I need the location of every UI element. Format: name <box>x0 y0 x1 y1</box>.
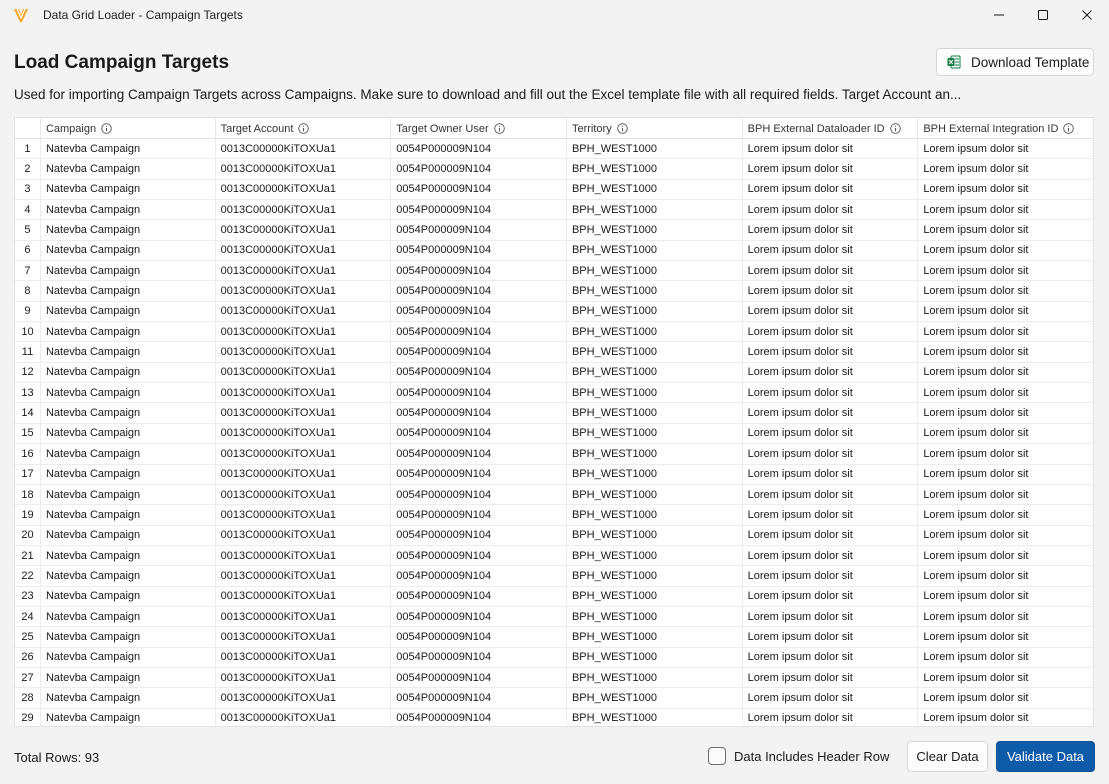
row-number-cell: 23 <box>15 587 41 606</box>
target-owner-user-cell[interactable]: 0054P000009N104 <box>391 403 567 422</box>
target-owner-user-cell[interactable]: 0054P000009N104 <box>391 526 567 545</box>
header-row-checkbox[interactable] <box>708 747 726 765</box>
target-account-cell[interactable]: 0013C00000KiTOXUa1 <box>216 180 392 199</box>
table-row[interactable] <box>15 587 1093 607</box>
table-row[interactable] <box>15 139 1093 159</box>
row-number-cell: 3 <box>15 180 41 199</box>
campaign-cell[interactable]: Natevba Campaign <box>41 281 216 300</box>
dataloader-id-cell[interactable]: Lorem ipsum dolor sit <box>743 607 919 626</box>
table-row[interactable] <box>15 383 1093 403</box>
row-number-cell: 22 <box>15 566 41 585</box>
table-row[interactable] <box>15 607 1093 627</box>
row-number-cell: 12 <box>15 363 41 382</box>
target-owner-user-cell[interactable]: 0054P000009N104 <box>391 505 567 524</box>
row-number-cell: 2 <box>15 159 41 178</box>
campaign-cell[interactable]: Natevba Campaign <box>41 220 216 239</box>
dataloader-id-cell[interactable]: Lorem ipsum dolor sit <box>743 220 919 239</box>
title-bar <box>0 0 1109 30</box>
veeva-logo-icon <box>13 7 29 23</box>
window-title: Data Grid Loader - Campaign Targets <box>43 8 243 22</box>
column-header-bph-external-integration-id[interactable] <box>918 118 1093 139</box>
validate-data-button[interactable]: Validate Data <box>996 741 1095 772</box>
territory-cell[interactable]: BPH_WEST1000 <box>567 383 743 402</box>
territory-cell[interactable]: BPH_WEST1000 <box>567 465 743 484</box>
campaign-cell[interactable]: Natevba Campaign <box>41 709 216 727</box>
integration-id-cell[interactable]: Lorem ipsum dolor sit <box>923 508 1029 521</box>
target-owner-user-cell[interactable]: 0054P000009N104 <box>391 139 567 158</box>
row-number-cell: 25 <box>15 627 41 646</box>
territory-cell[interactable]: BPH_WEST1000 <box>567 424 743 443</box>
row-number-cell: 20 <box>15 526 41 545</box>
target-account-cell[interactable]: 0013C00000KiTOXUa1 <box>216 424 392 443</box>
table-row[interactable] <box>15 505 1093 525</box>
row-number-cell: 14 <box>15 403 41 422</box>
column-header-campaign[interactable] <box>41 118 216 139</box>
target-account-cell[interactable]: 0013C00000KiTOXUa1 <box>216 200 392 219</box>
dataloader-id-cell[interactable]: Lorem ipsum dolor sit <box>743 465 919 484</box>
row-number-cell: 29 <box>15 709 41 727</box>
territory-cell[interactable]: BPH_WEST1000 <box>567 220 743 239</box>
campaign-cell[interactable]: Natevba Campaign <box>41 688 216 707</box>
dataloader-id-cell[interactable]: Lorem ipsum dolor sit <box>743 200 919 219</box>
integration-id-cell[interactable]: Lorem ipsum dolor sit <box>923 569 1029 582</box>
territory-cell[interactable]: BPH_WEST1000 <box>567 668 743 687</box>
target-owner-user-cell[interactable]: 0054P000009N104 <box>391 424 567 443</box>
target-owner-user-cell[interactable]: 0054P000009N104 <box>391 587 567 606</box>
territory-cell[interactable]: BPH_WEST1000 <box>567 566 743 585</box>
target-account-cell[interactable]: 0013C00000KiTOXUa1 <box>216 241 392 260</box>
campaign-cell[interactable]: Natevba Campaign <box>41 403 216 422</box>
row-number-cell: 5 <box>15 220 41 239</box>
dataloader-id-cell[interactable]: Lorem ipsum dolor sit <box>743 261 919 280</box>
target-account-cell[interactable]: 0013C00000KiTOXUa1 <box>216 159 392 178</box>
table-row[interactable] <box>15 688 1093 708</box>
info-icon[interactable] <box>617 123 628 134</box>
target-owner-user-cell[interactable]: 0054P000009N104 <box>391 566 567 585</box>
dataloader-id-cell[interactable]: Lorem ipsum dolor sit <box>743 241 919 260</box>
campaign-cell[interactable]: Natevba Campaign <box>41 546 216 565</box>
integration-id-cell[interactable]: Lorem ipsum dolor sit <box>923 671 1029 684</box>
total-rows-label: Total Rows: 93 <box>14 750 100 765</box>
dataloader-id-cell[interactable]: Lorem ipsum dolor sit <box>743 648 919 667</box>
dataloader-id-cell[interactable]: Lorem ipsum dolor sit <box>743 444 919 463</box>
campaign-cell[interactable]: Natevba Campaign <box>41 627 216 646</box>
column-header-label: BPH External Integration ID <box>923 122 1059 135</box>
target-owner-user-cell[interactable]: 0054P000009N104 <box>391 363 567 382</box>
territory-cell[interactable]: BPH_WEST1000 <box>567 546 743 565</box>
dataloader-id-cell[interactable]: Lorem ipsum dolor sit <box>743 159 919 178</box>
target-owner-user-cell[interactable]: 0054P000009N104 <box>391 220 567 239</box>
row-number-cell: 28 <box>15 688 41 707</box>
integration-id-cell[interactable]: Lorem ipsum dolor sit <box>923 264 1029 277</box>
integration-id-cell[interactable]: Lorem ipsum dolor sit <box>923 346 1029 359</box>
territory-cell[interactable]: BPH_WEST1000 <box>567 526 743 545</box>
target-account-cell[interactable]: 0013C00000KiTOXUa1 <box>216 281 392 300</box>
download-template-button[interactable] <box>936 48 1094 76</box>
target-owner-user-cell[interactable]: 0054P000009N104 <box>391 200 567 219</box>
campaign-cell[interactable]: Natevba Campaign <box>41 159 216 178</box>
target-account-cell[interactable]: 0013C00000KiTOXUa1 <box>216 139 392 158</box>
territory-cell[interactable]: BPH_WEST1000 <box>567 322 743 341</box>
row-number-cell: 1 <box>15 139 41 158</box>
integration-id-cell[interactable]: Lorem ipsum dolor sit <box>923 203 1029 216</box>
row-number-cell: 18 <box>15 485 41 504</box>
dataloader-id-cell[interactable]: Lorem ipsum dolor sit <box>743 281 919 300</box>
close-button[interactable] <box>1065 0 1109 30</box>
campaign-cell[interactable]: Natevba Campaign <box>41 587 216 606</box>
header-row-checkbox-label: Data Includes Header Row <box>734 748 890 764</box>
campaign-cell[interactable]: Natevba Campaign <box>41 485 216 504</box>
row-number-cell: 9 <box>15 302 41 321</box>
column-header-target-owner-user[interactable] <box>391 118 567 139</box>
target-owner-user-cell[interactable]: 0054P000009N104 <box>391 607 567 626</box>
row-number-cell: 6 <box>15 241 41 260</box>
dataloader-id-cell[interactable]: Lorem ipsum dolor sit <box>743 383 919 402</box>
target-owner-user-cell[interactable]: 0054P000009N104 <box>391 627 567 646</box>
target-account-cell[interactable]: 0013C00000KiTOXUa1 <box>216 342 392 361</box>
integration-id-cell[interactable]: Lorem ipsum dolor sit <box>923 447 1029 460</box>
clear-data-button[interactable]: Clear Data <box>907 741 988 772</box>
table-row[interactable] <box>15 261 1093 281</box>
campaign-cell[interactable]: Natevba Campaign <box>41 648 216 667</box>
table-row[interactable] <box>15 200 1093 220</box>
integration-id-cell[interactable]: Lorem ipsum dolor sit <box>923 651 1029 664</box>
integration-id-cell[interactable]: Lorem ipsum dolor sit <box>923 610 1029 623</box>
target-owner-user-cell[interactable]: 0054P000009N104 <box>391 485 567 504</box>
row-number-cell: 17 <box>15 465 41 484</box>
table-row[interactable] <box>15 220 1093 240</box>
info-icon[interactable] <box>1063 123 1074 134</box>
row-number-cell: 4 <box>15 200 41 219</box>
target-owner-user-cell[interactable]: 0054P000009N104 <box>391 709 567 727</box>
dataloader-id-cell[interactable]: Lorem ipsum dolor sit <box>743 485 919 504</box>
row-number-cell: 21 <box>15 546 41 565</box>
table-row[interactable] <box>15 322 1093 342</box>
info-icon[interactable] <box>494 123 505 134</box>
dataloader-id-cell[interactable]: Lorem ipsum dolor sit <box>743 566 919 585</box>
window-controls <box>977 0 1109 30</box>
campaign-cell[interactable]: Natevba Campaign <box>41 444 216 463</box>
integration-id-cell[interactable]: Lorem ipsum dolor sit <box>923 590 1029 603</box>
target-owner-user-cell[interactable]: 0054P000009N104 <box>391 261 567 280</box>
target-account-cell[interactable]: 0013C00000KiTOXUa1 <box>216 668 392 687</box>
territory-cell[interactable]: BPH_WEST1000 <box>567 403 743 422</box>
campaign-cell[interactable]: Natevba Campaign <box>41 526 216 545</box>
dataloader-id-cell[interactable]: Lorem ipsum dolor sit <box>743 546 919 565</box>
target-account-cell[interactable]: 0013C00000KiTOXUa1 <box>216 220 392 239</box>
dataloader-id-cell[interactable]: Lorem ipsum dolor sit <box>743 403 919 422</box>
minimize-icon <box>993 9 1005 21</box>
row-number-cell: 19 <box>15 505 41 524</box>
row-number-cell: 13 <box>15 383 41 402</box>
dataloader-id-cell[interactable]: Lorem ipsum dolor sit <box>743 688 919 707</box>
target-owner-user-cell[interactable]: 0054P000009N104 <box>391 302 567 321</box>
target-owner-user-cell[interactable]: 0054P000009N104 <box>391 241 567 260</box>
grid-body <box>15 139 1093 727</box>
integration-id-cell[interactable]: Lorem ipsum dolor sit <box>923 224 1029 237</box>
territory-cell[interactable]: BPH_WEST1000 <box>567 261 743 280</box>
table-row[interactable] <box>15 444 1093 464</box>
integration-id-cell[interactable]: Lorem ipsum dolor sit <box>923 244 1029 257</box>
dataloader-id-cell[interactable]: Lorem ipsum dolor sit <box>743 363 919 382</box>
table-row[interactable] <box>15 668 1093 688</box>
target-owner-user-cell[interactable]: 0054P000009N104 <box>391 688 567 707</box>
table-row[interactable] <box>15 281 1093 301</box>
integration-id-cell[interactable]: Lorem ipsum dolor sit <box>923 325 1029 338</box>
row-number-cell: 10 <box>15 322 41 341</box>
territory-cell[interactable]: BPH_WEST1000 <box>567 587 743 606</box>
territory-cell[interactable]: BPH_WEST1000 <box>567 342 743 361</box>
header-row-checkbox-group[interactable] <box>708 747 889 765</box>
campaign-cell[interactable]: Natevba Campaign <box>41 607 216 626</box>
row-number-cell: 26 <box>15 648 41 667</box>
dataloader-id-cell[interactable]: Lorem ipsum dolor sit <box>743 424 919 443</box>
column-header-label: Campaign <box>45 122 97 135</box>
row-number-header <box>15 118 41 139</box>
dataloader-id-cell[interactable]: Lorem ipsum dolor sit <box>743 526 919 545</box>
territory-cell[interactable]: BPH_WEST1000 <box>567 241 743 260</box>
row-number-cell: 7 <box>15 261 41 280</box>
data-grid[interactable] <box>14 117 1094 727</box>
target-account-cell[interactable]: 0013C00000KiTOXUa1 <box>216 627 392 646</box>
dataloader-id-cell[interactable]: Lorem ipsum dolor sit <box>743 587 919 606</box>
table-row[interactable] <box>15 709 1093 727</box>
dataloader-id-cell[interactable]: Lorem ipsum dolor sit <box>743 342 919 361</box>
table-row[interactable] <box>15 180 1093 200</box>
territory-cell[interactable]: BPH_WEST1000 <box>567 485 743 504</box>
target-owner-user-cell[interactable]: 0054P000009N104 <box>391 648 567 667</box>
column-header-label: Target Account <box>220 122 294 135</box>
row-number-cell: 24 <box>15 607 41 626</box>
territory-cell[interactable]: BPH_WEST1000 <box>567 505 743 524</box>
integration-id-cell[interactable]: Lorem ipsum dolor sit <box>923 712 1029 725</box>
territory-cell[interactable]: BPH_WEST1000 <box>567 180 743 199</box>
campaign-cell[interactable]: Natevba Campaign <box>41 322 216 341</box>
target-account-cell[interactable]: 0013C00000KiTOXUa1 <box>216 709 392 727</box>
column-header-target-account[interactable] <box>216 118 392 139</box>
target-account-cell[interactable]: 0013C00000KiTOXUa1 <box>216 465 392 484</box>
info-icon[interactable] <box>298 123 309 134</box>
table-row[interactable] <box>15 363 1093 383</box>
integration-id-cell[interactable]: Lorem ipsum dolor sit <box>923 407 1029 420</box>
info-icon[interactable] <box>890 123 901 134</box>
territory-cell[interactable]: BPH_WEST1000 <box>567 302 743 321</box>
territory-cell[interactable]: BPH_WEST1000 <box>567 444 743 463</box>
column-header-territory[interactable] <box>567 118 743 139</box>
target-account-cell[interactable]: 0013C00000KiTOXUa1 <box>216 648 392 667</box>
campaign-cell[interactable]: Natevba Campaign <box>41 566 216 585</box>
target-owner-user-cell[interactable]: 0054P000009N104 <box>391 668 567 687</box>
territory-cell[interactable]: BPH_WEST1000 <box>567 688 743 707</box>
column-header-label: BPH External Dataloader ID <box>747 122 885 135</box>
campaign-cell[interactable]: Natevba Campaign <box>41 241 216 260</box>
dataloader-id-cell[interactable]: Lorem ipsum dolor sit <box>743 505 919 524</box>
target-owner-user-cell[interactable]: 0054P000009N104 <box>391 159 567 178</box>
table-row[interactable] <box>15 546 1093 566</box>
target-account-cell[interactable]: 0013C00000KiTOXUa1 <box>216 526 392 545</box>
maximize-icon <box>1037 9 1049 21</box>
campaign-cell[interactable]: Natevba Campaign <box>41 180 216 199</box>
target-account-cell[interactable]: 0013C00000KiTOXUa1 <box>216 363 392 382</box>
integration-id-cell[interactable]: Lorem ipsum dolor sit <box>923 488 1029 501</box>
table-row[interactable] <box>15 465 1093 485</box>
column-header-bph-external-dataloader-id[interactable] <box>743 118 919 139</box>
integration-id-cell[interactable]: Lorem ipsum dolor sit <box>923 549 1029 562</box>
grid-header <box>15 118 1093 139</box>
territory-cell[interactable]: BPH_WEST1000 <box>567 648 743 667</box>
target-account-cell[interactable]: 0013C00000KiTOXUa1 <box>216 485 392 504</box>
dataloader-id-cell[interactable]: Lorem ipsum dolor sit <box>743 180 919 199</box>
dataloader-id-cell[interactable]: Lorem ipsum dolor sit <box>743 627 919 646</box>
campaign-cell[interactable]: Natevba Campaign <box>41 383 216 402</box>
column-header-label: Target Owner User <box>396 122 489 135</box>
campaign-cell[interactable]: Natevba Campaign <box>41 302 216 321</box>
territory-cell[interactable]: BPH_WEST1000 <box>567 200 743 219</box>
dataloader-id-cell[interactable]: Lorem ipsum dolor sit <box>743 302 919 321</box>
dataloader-id-cell[interactable]: Lorem ipsum dolor sit <box>743 322 919 341</box>
integration-id-cell[interactable]: Lorem ipsum dolor sit <box>923 285 1029 298</box>
integration-id-cell[interactable]: Lorem ipsum dolor sit <box>923 163 1029 176</box>
integration-id-cell[interactable]: Lorem ipsum dolor sit <box>923 183 1029 196</box>
target-account-cell[interactable]: 0013C00000KiTOXUa1 <box>216 546 392 565</box>
campaign-cell[interactable]: Natevba Campaign <box>41 342 216 361</box>
campaign-cell[interactable]: Natevba Campaign <box>41 505 216 524</box>
target-owner-user-cell[interactable]: 0054P000009N104 <box>391 465 567 484</box>
integration-id-cell[interactable]: Lorem ipsum dolor sit <box>923 691 1029 704</box>
minimize-button[interactable] <box>977 0 1021 30</box>
territory-cell[interactable]: BPH_WEST1000 <box>567 139 743 158</box>
integration-id-cell[interactable]: Lorem ipsum dolor sit <box>923 305 1029 318</box>
campaign-cell[interactable]: Natevba Campaign <box>41 139 216 158</box>
row-number-cell: 11 <box>15 342 41 361</box>
page-title: Load Campaign Targets <box>14 52 230 73</box>
excel-icon <box>947 55 961 69</box>
target-account-cell[interactable]: 0013C00000KiTOXUa1 <box>216 302 392 321</box>
campaign-cell[interactable]: Natevba Campaign <box>41 200 216 219</box>
row-number-cell: 15 <box>15 424 41 443</box>
territory-cell[interactable]: BPH_WEST1000 <box>567 159 743 178</box>
integration-id-cell[interactable]: Lorem ipsum dolor sit <box>923 366 1029 379</box>
campaign-cell[interactable]: Natevba Campaign <box>41 465 216 484</box>
target-account-cell[interactable]: 0013C00000KiTOXUa1 <box>216 403 392 422</box>
target-owner-user-cell[interactable]: 0054P000009N104 <box>391 383 567 402</box>
integration-id-cell[interactable]: Lorem ipsum dolor sit <box>923 427 1029 440</box>
table-row[interactable] <box>15 302 1093 322</box>
target-account-cell[interactable]: 0013C00000KiTOXUa1 <box>216 587 392 606</box>
target-account-cell[interactable]: 0013C00000KiTOXUa1 <box>216 505 392 524</box>
campaign-cell[interactable]: Natevba Campaign <box>41 363 216 382</box>
maximize-button[interactable] <box>1021 0 1065 30</box>
target-account-cell[interactable]: 0013C00000KiTOXUa1 <box>216 383 392 402</box>
table-row[interactable] <box>15 485 1093 505</box>
territory-cell[interactable]: BPH_WEST1000 <box>567 607 743 626</box>
target-account-cell[interactable]: 0013C00000KiTOXUa1 <box>216 261 392 280</box>
territory-cell[interactable]: BPH_WEST1000 <box>567 281 743 300</box>
table-row[interactable] <box>15 424 1093 444</box>
territory-cell[interactable]: BPH_WEST1000 <box>567 363 743 382</box>
target-account-cell[interactable]: 0013C00000KiTOXUa1 <box>216 688 392 707</box>
table-row[interactable] <box>15 342 1093 362</box>
row-number-cell: 27 <box>15 668 41 687</box>
target-owner-user-cell[interactable]: 0054P000009N104 <box>391 322 567 341</box>
campaign-cell[interactable]: Natevba Campaign <box>41 261 216 280</box>
close-icon <box>1081 9 1093 21</box>
target-account-cell[interactable]: 0013C00000KiTOXUa1 <box>216 444 392 463</box>
table-row[interactable] <box>15 403 1093 423</box>
table-row[interactable] <box>15 648 1093 668</box>
target-account-cell[interactable]: 0013C00000KiTOXUa1 <box>216 566 392 585</box>
table-row[interactable] <box>15 159 1093 179</box>
description-text: Used for importing Campaign Targets across Campaigns. Make sure to download and fill out the Excel template file with all required fields. Target Account an... <box>14 87 962 102</box>
integration-id-cell[interactable]: Lorem ipsum dolor sit <box>923 142 1029 155</box>
integration-id-cell[interactable]: Lorem ipsum dolor sit <box>923 630 1029 643</box>
dataloader-id-cell[interactable]: Lorem ipsum dolor sit <box>743 709 919 727</box>
dataloader-id-cell[interactable]: Lorem ipsum dolor sit <box>743 139 919 158</box>
dataloader-id-cell[interactable]: Lorem ipsum dolor sit <box>743 668 919 687</box>
target-owner-user-cell[interactable]: 0054P000009N104 <box>391 342 567 361</box>
target-owner-user-cell[interactable]: 0054P000009N104 <box>391 281 567 300</box>
table-row[interactable] <box>15 526 1093 546</box>
download-template-label: Download Template <box>971 54 1090 70</box>
integration-id-cell[interactable]: Lorem ipsum dolor sit <box>923 468 1029 481</box>
integration-id-cell[interactable]: Lorem ipsum dolor sit <box>923 386 1029 399</box>
target-owner-user-cell[interactable]: 0054P000009N104 <box>391 444 567 463</box>
target-account-cell[interactable]: 0013C00000KiTOXUa1 <box>216 607 392 626</box>
table-row[interactable] <box>15 566 1093 586</box>
campaign-cell[interactable]: Natevba Campaign <box>41 424 216 443</box>
row-number-cell: 16 <box>15 444 41 463</box>
territory-cell[interactable]: BPH_WEST1000 <box>567 709 743 727</box>
row-number-cell: 8 <box>15 281 41 300</box>
integration-id-cell[interactable]: Lorem ipsum dolor sit <box>923 529 1029 542</box>
column-header-label: Territory <box>571 122 612 135</box>
campaign-cell[interactable]: Natevba Campaign <box>41 668 216 687</box>
target-owner-user-cell[interactable]: 0054P000009N104 <box>391 180 567 199</box>
territory-cell[interactable]: BPH_WEST1000 <box>567 627 743 646</box>
info-icon[interactable] <box>101 123 112 134</box>
table-row[interactable] <box>15 241 1093 261</box>
table-row[interactable] <box>15 627 1093 647</box>
target-owner-user-cell[interactable]: 0054P000009N104 <box>391 546 567 565</box>
target-account-cell[interactable]: 0013C00000KiTOXUa1 <box>216 322 392 341</box>
